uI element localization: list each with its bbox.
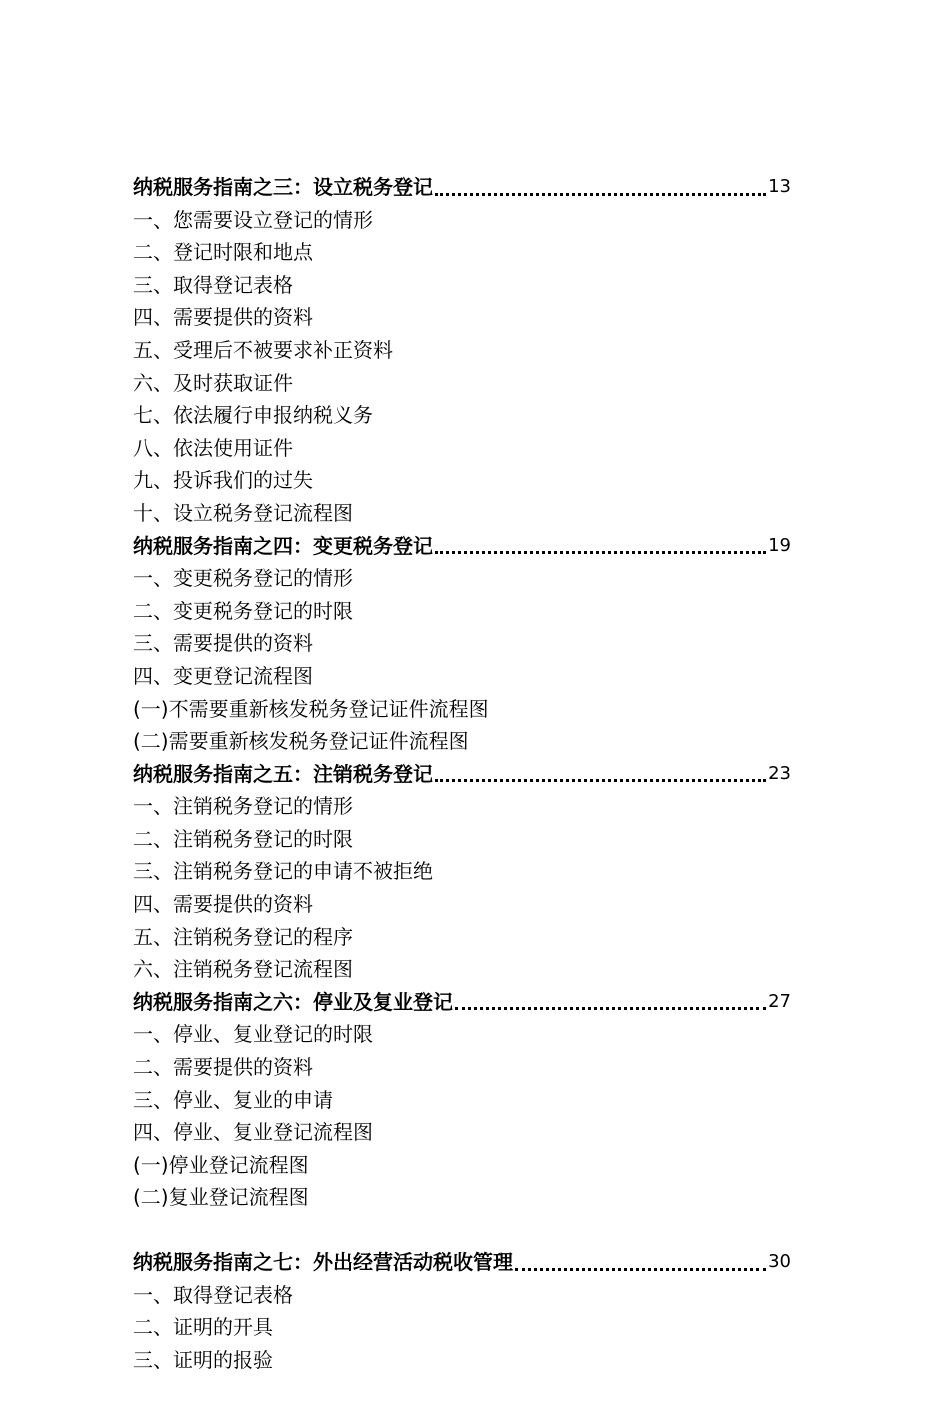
page-number: 13 xyxy=(768,176,791,197)
toc-entry[interactable]: 五、受理后不被要求补正资料 xyxy=(133,337,393,362)
toc-heading[interactable] xyxy=(133,1246,791,1279)
toc-heading[interactable] xyxy=(133,530,791,563)
toc-entry[interactable]: 四、变更登记流程图 xyxy=(133,663,313,688)
section-title: 纳税服务指南之六：停业及复业登记 xyxy=(133,989,453,1014)
toc-entry[interactable]: 十、设立税务登记流程图 xyxy=(133,500,353,525)
toc-entry[interactable]: 二、登记时限和地点 xyxy=(133,240,313,265)
section-title: 纳税服务指南之五：注销税务登记 xyxy=(133,761,433,786)
toc-entry[interactable]: 一、变更税务登记的情形 xyxy=(133,566,353,591)
toc-entry[interactable]: 一、取得登记表格 xyxy=(133,1282,293,1307)
toc-entry[interactable]: 二、注销税务登记的时限 xyxy=(133,826,353,851)
dot-leader xyxy=(435,171,766,204)
toc-entry[interactable]: 一、您需要设立登记的情形 xyxy=(133,207,373,232)
section-title: 纳税服务指南之四：变更税务登记 xyxy=(133,533,433,558)
toc-heading[interactable] xyxy=(133,171,791,204)
dot-leader xyxy=(515,1246,766,1279)
toc-entry[interactable]: 三、取得登记表格 xyxy=(133,272,293,297)
toc-section xyxy=(133,758,791,986)
toc-entry[interactable]: 三、证明的报验 xyxy=(133,1347,273,1372)
toc-entry[interactable]: (一)不需要重新核发税务登记证件流程图 xyxy=(133,696,489,721)
page-number: 27 xyxy=(768,990,791,1012)
page-number: 19 xyxy=(768,534,791,556)
table-of-contents xyxy=(133,171,791,1376)
toc-heading[interactable] xyxy=(133,986,791,1019)
toc-entry[interactable]: 四、需要提供的资料 xyxy=(133,892,313,917)
section-title: 纳税服务指南之三：设立税务登记 xyxy=(133,175,433,199)
section-spacer xyxy=(133,1214,791,1246)
toc-entry[interactable]: 三、需要提供的资料 xyxy=(133,631,313,656)
dot-leader xyxy=(435,530,766,563)
toc-entry[interactable]: 一、注销税务登记的情形 xyxy=(133,794,353,819)
page-number: 30 xyxy=(768,1251,791,1272)
toc-entry[interactable]: 五、注销税务登记的程序 xyxy=(133,924,353,949)
toc-entry[interactable]: 三、注销税务登记的申请不被拒绝 xyxy=(133,859,433,884)
toc-entry[interactable]: 四、需要提供的资料 xyxy=(133,305,313,330)
toc-entry[interactable]: 九、投诉我们的过失 xyxy=(133,468,313,493)
toc-section xyxy=(133,171,791,530)
toc-entry[interactable]: 二、证明的开具 xyxy=(133,1315,273,1340)
toc-section xyxy=(133,986,791,1214)
toc-entry[interactable]: 一、停业、复业登记的时限 xyxy=(133,1022,373,1047)
dot-leader xyxy=(455,986,766,1019)
toc-entry[interactable]: 三、停业、复业的申请 xyxy=(133,1087,333,1112)
toc-entry[interactable]: 二、变更税务登记的时限 xyxy=(133,598,353,623)
toc-section xyxy=(133,530,791,758)
toc-entry[interactable]: (二)需要重新核发税务登记证件流程图 xyxy=(133,729,469,754)
toc-entry[interactable]: 六、及时获取证件 xyxy=(133,370,293,395)
toc-entry[interactable]: 二、需要提供的资料 xyxy=(133,1055,313,1080)
toc-heading[interactable] xyxy=(133,758,791,791)
toc-entry[interactable]: (一)停业登记流程图 xyxy=(133,1152,309,1177)
page-number: 23 xyxy=(768,762,791,784)
section-title: 纳税服务指南之七：外出经营活动税收管理 xyxy=(133,1250,513,1274)
dot-leader xyxy=(435,758,766,791)
toc-entry[interactable]: 七、依法履行申报纳税义务 xyxy=(133,403,373,428)
toc-section xyxy=(133,1246,791,1376)
toc-entry[interactable]: (二)复业登记流程图 xyxy=(133,1185,309,1210)
toc-entry[interactable]: 八、依法使用证件 xyxy=(133,435,293,460)
toc-entry[interactable]: 四、停业、复业登记流程图 xyxy=(133,1120,373,1145)
toc-entry[interactable]: 六、注销税务登记流程图 xyxy=(133,957,353,982)
